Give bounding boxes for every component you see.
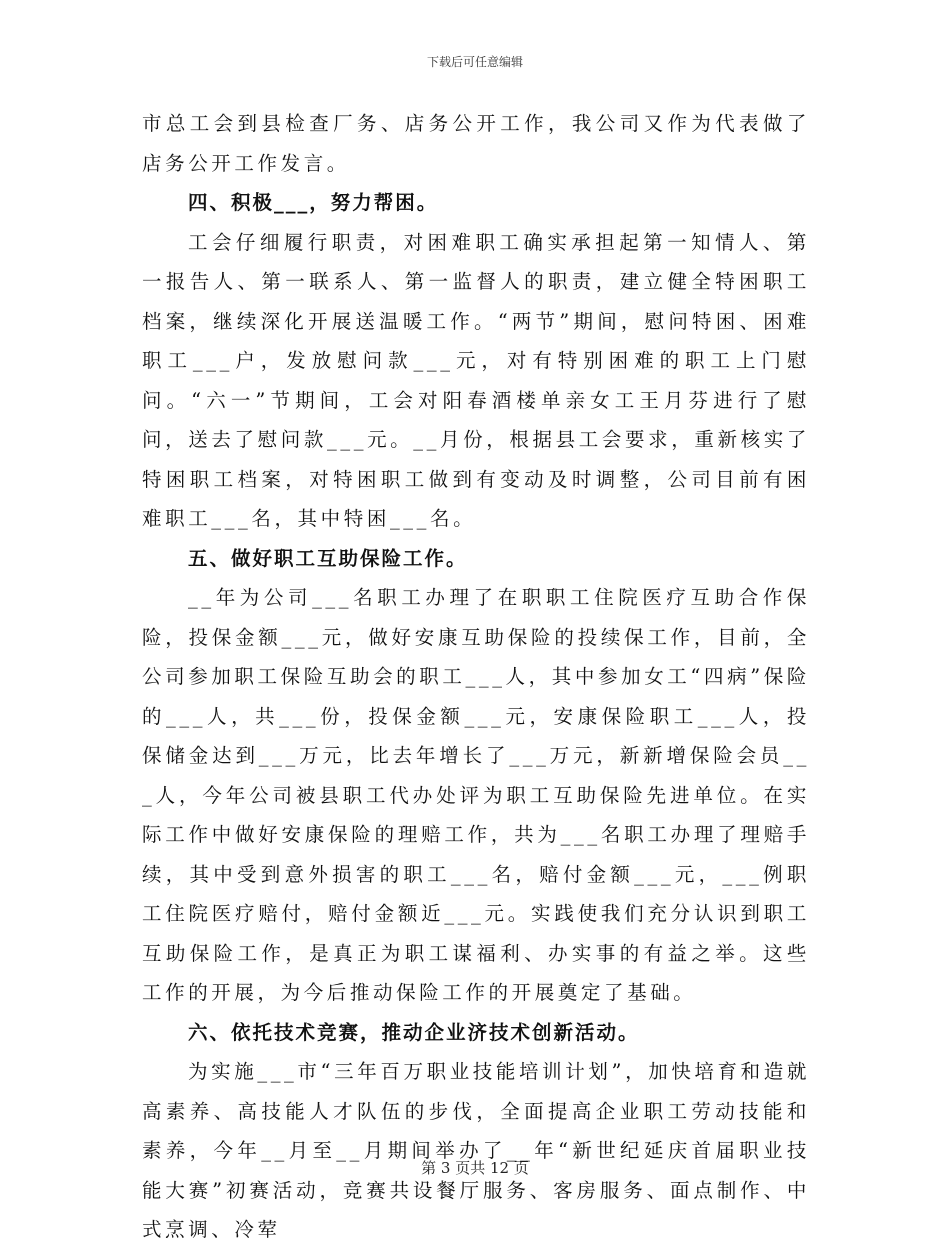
section-heading-5: 五、做好职工互助保险工作。 [188,546,468,570]
section-heading-4: 四、积极___，努力帮困。 [188,191,439,214]
page-header: 下载后可任意编辑 [426,55,523,69]
paragraph-mutual-insurance: __年为公司___名职工办理了在职职工住院医疗互助合作保险，投保金额___元，做好安康互助保险的投续保工作，目前，全公司参加职工保险互助会的职工___人，其中参加女工“四病”保险的___人，共___份，投保金额___元，安康保险职工___人，投保储金达到___万元，比去年增长了___万元，新新增保险会员___人，今年公司被县职工代办处评为职工互助保险先进单位。在实际工作中做好安康保险的理赔工作，共为___名职工办理了理赔手续，其中受到意外损害的职工___名，赔付金额___元，___例职工住院医疗赔付，赔付金额近___元。实践使我们充分认识到职工互助保险工作，是真正为职工谋福利、办实事的有益之举。这些工作的开展，为今后推动保险工作的开展奠定了基础。 [142,586,810,1004]
page-number-footer: 第 3 页共 12 页 [421,1159,529,1177]
paragraph-continuation: 市总工会到县检查厂务、店务公开工作，我公司又作为代表做了店务公开工作发言。 [142,112,810,175]
section-heading-6: 六、依托技术竞赛，推动企业济技术创新活动。 [188,1020,640,1044]
paragraph-skills-competition: 为实施___市“三年百万职业技能培训计划”，加快培育和造就高素养、高技能人才队伍的步伐，全面提高企业职工劳动技能和素养，今年__月至__月期间举办了__年“新世纪延庆首届职业技能大赛”初赛活动，竞赛共设餐厅服务、客房服务、面点制作、中式烹调、冷荤 [142,1060,810,1241]
document-body [142,104,810,1250]
paragraph-hardship-assistance: 工会仔细履行职责，对困难职工确实承担起第一知情人、第一报告人、第一联系人、第一监督人的职责，建立健全特困职工档案，继续深化开展送温暖工作。“两节”期间，慰问特困、困难职工___户，发放慰问款___元，对有特别困难的职工上门慰问。“六一”节期间，工会对阳春酒楼单亲女工王月芬进行了慰问，送去了慰问款___元。__月份，根据县工会要求，重新核实了特困职工档案，对特困职工做到有变动及时调整，公司目前有困难职工___名，其中特困___名。 [142,230,810,530]
